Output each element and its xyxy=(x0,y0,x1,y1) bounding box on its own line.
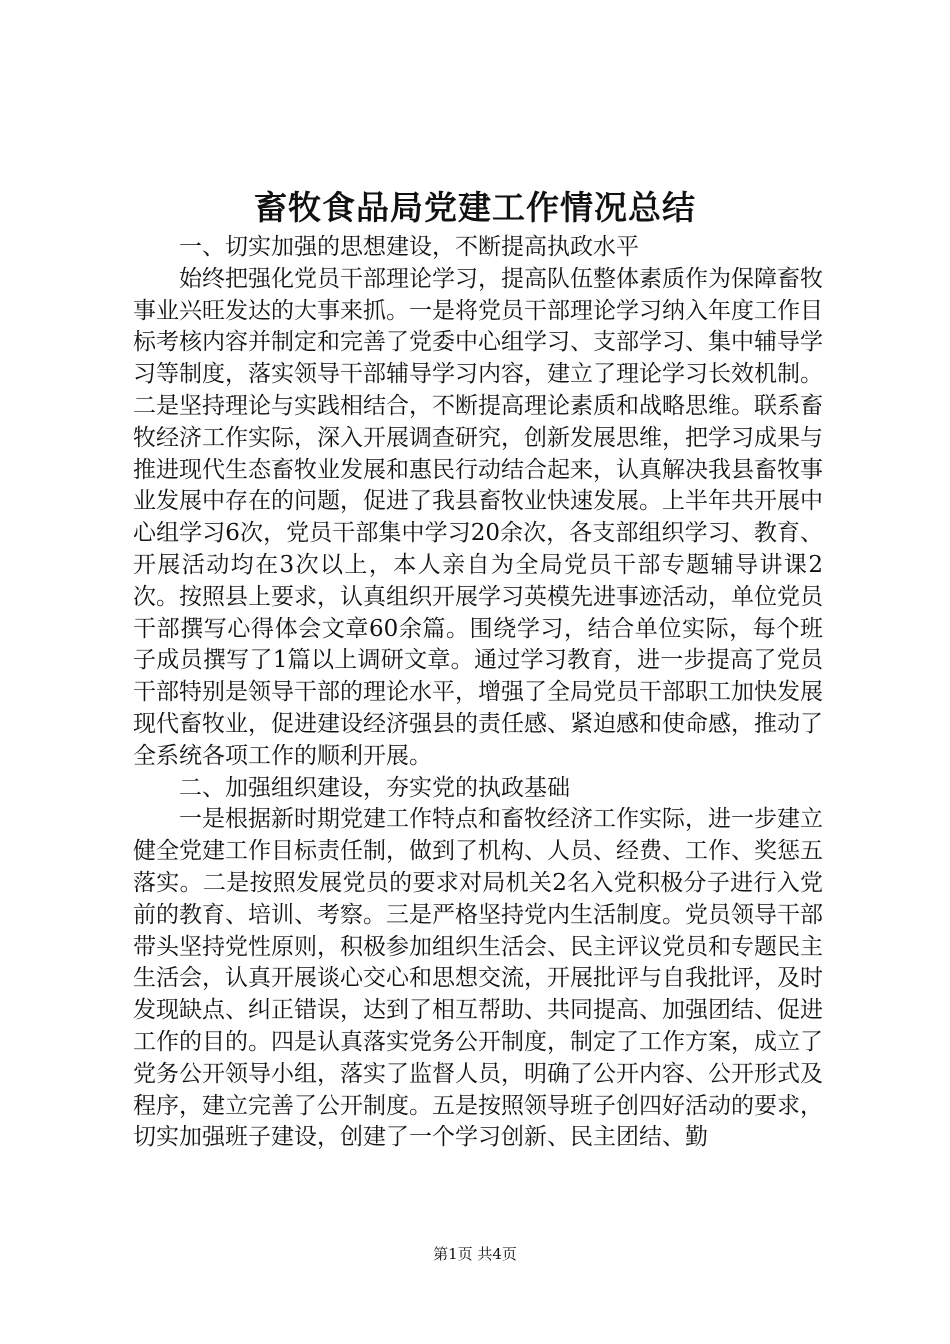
section-heading-1: 一、切实加强的思想建设，不断提高执政水平 xyxy=(179,234,639,260)
document-body xyxy=(133,232,823,1154)
document-title: 畜牧食品局党建工作情况总结 xyxy=(254,188,696,227)
section-paragraph-2: 一是根据新时期党建工作特点和畜牧经济工作实际，进一步建立健全党建工作目标责任制，做到了机构、人员、经费、工作、奖惩五落实。二是按照发展党员的要求对局机关2名入党积极分子进行入党前的教育、培训、考察。三是严格坚持党内生活制度。党员领导干部带头坚持党性原则，积极参加组织生活会、民主评议党员和专题民主生活会，认真开展谈心交心和思想交流，开展批评与自我批评，及时发现缺点、纠正错误，达到了相互帮助、共同提高、加强团结、促进工作的目的。四是认真落实党务公开制度，制定了工作方案，成立了党务公开领导小组，落实了监督人员，明确了公开内容、公开形式及程序，建立完善了公开制度。五是按照领导班子创四好活动的要求，切实加强班子建设，创建了一个学习创新、民主团结、勤 xyxy=(133,806,823,1151)
section-heading-2: 二、加强组织建设，夯实党的执政基础 xyxy=(179,774,570,801)
section-paragraph-1: 始终把强化党员干部理论学习，提高队伍整体素质作为保障畜牧事业兴旺发达的大事来抓。一是将党员干部理论学习纳入年度工作目标考核内容并制定和完善了党委中心组学习、支部学习、集中辅导学习等制度，落实领导干部辅导学习内容，建立了理论学习长效机制。二是坚持理论与实践相结合，不断提高理论素质和战略思维。联系畜牧经济工作实际，深入开展调查研究，创新发展思维，把学习成果与推进现代生态畜牧业发展和惠民行动结合起来，认真解决我县畜牧事业发展中存在的问题，促进了我县畜牧业快速发展。上半年共开展中心组学习6次，党员干部集中学习20余次，各支部组织学习、教育、开展活动均在3次以上，本人亲自为全局党员干部专题辅导讲课2次。按照县上要求，认真组织开展学习英模先进事迹活动，单位党员干部撰写心得体会文章60余篇。围绕学习，结合单位实际，每个班子成员撰写了1篇以上调研文章。通过学习教育，进一步提高了党员干部特别是领导干部的理论水平，增强了全局党员干部职工加快发展现代畜牧业，促进建设经济强县的责任感、紧迫感和使命感，推动了全系统各项工作的顺利开展。 xyxy=(133,265,823,769)
page-footer: 第1页 共4页 xyxy=(433,1245,517,1263)
